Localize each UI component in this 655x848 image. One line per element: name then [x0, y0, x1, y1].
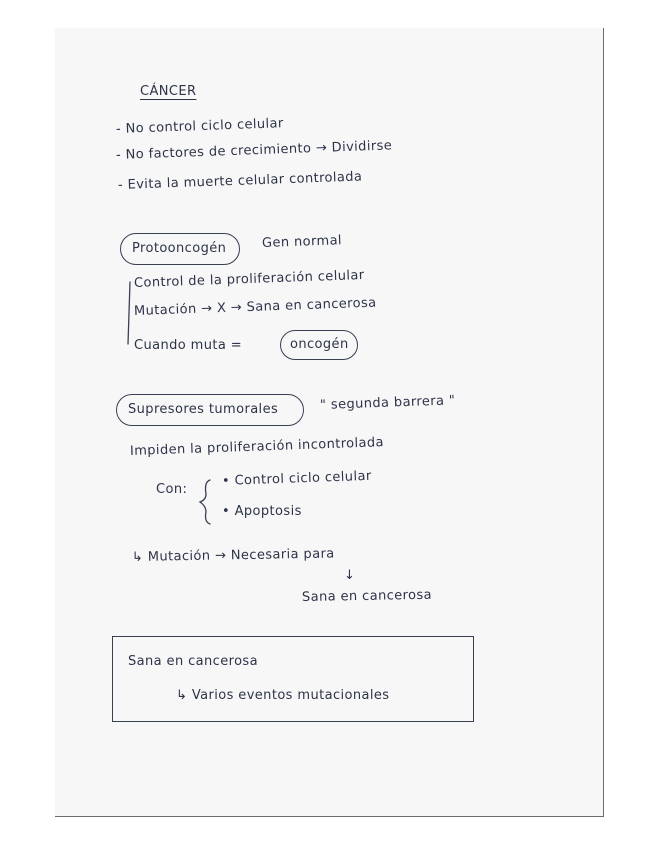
- mutacion-line: ↳ Mutación → Necesaria para: [131, 546, 335, 565]
- arrow-down-icon: ↓: [344, 568, 356, 583]
- box-line-1: Sana en cancerosa: [128, 654, 258, 669]
- intro-line-1: - No control ciclo celular: [115, 116, 284, 137]
- protooncogen-item-3: Cuando muta =: [134, 338, 243, 353]
- protooncogen-desc: Gen normal: [261, 233, 343, 251]
- protooncogen-item-2: Mutación → X → Sana en cancerosa: [133, 295, 377, 319]
- note-title: CÁNCER: [140, 84, 197, 99]
- intro-line-2: - No factores de crecimiento → Dividirse: [115, 138, 393, 163]
- protooncogen-item-1: Control de la proliferación celular: [133, 267, 365, 291]
- summary-box: [112, 636, 474, 722]
- mutacion-result: Sana en cancerosa: [301, 587, 433, 605]
- con-label: Con:: [156, 482, 188, 497]
- supresores-label: Supresores tumorales: [128, 402, 279, 417]
- box-line-2: ↳ Varios eventos mutacionales: [176, 688, 390, 703]
- intro-line-3: - Evita la muerte celular controlada: [117, 169, 363, 193]
- con-item-2: • Apoptosis: [222, 504, 302, 519]
- supresores-desc: " segunda barrera ": [319, 393, 456, 413]
- oncogen-label: oncogén: [290, 337, 349, 352]
- protooncogen-label: Protooncogén: [132, 241, 227, 256]
- con-item-1: • Control ciclo celular: [221, 468, 372, 489]
- supresores-line: Impiden la proliferación incontrolada: [129, 435, 385, 459]
